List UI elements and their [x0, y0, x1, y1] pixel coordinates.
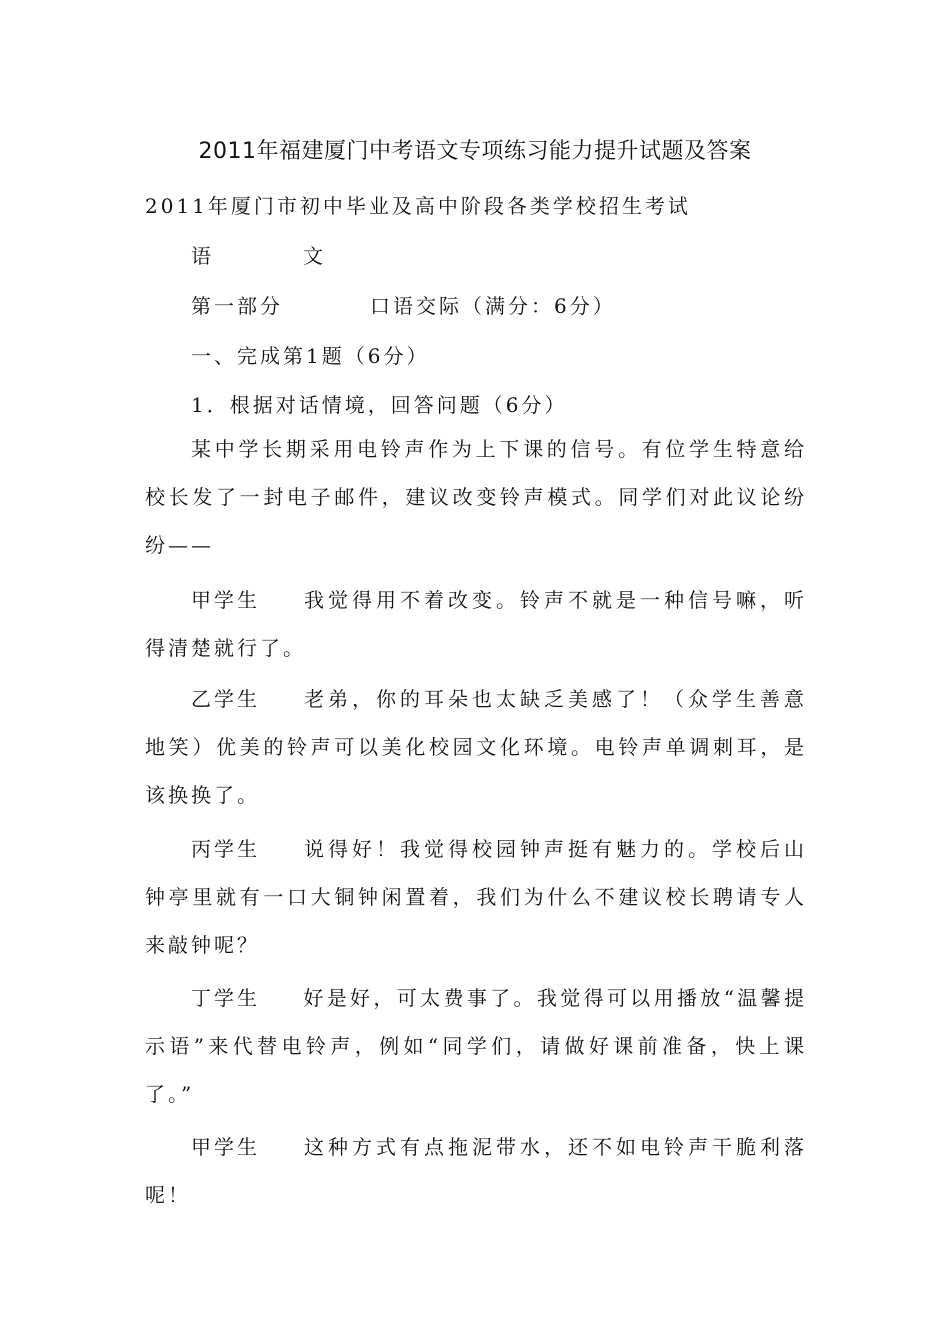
part-name: 口语交际（满分：6分）	[370, 294, 616, 318]
dialogue-text: 好是好，可太费事了。我觉得可以用播放“温馨提示语”来代替电铃声，例如“同学们，请做好课前准备，快上课了。”	[145, 986, 807, 1106]
part-label: 第一部分	[191, 294, 283, 318]
dialogue-line-1	[145, 576, 807, 672]
question-heading: 1．根据对话情境，回答问题（6分）	[191, 393, 568, 417]
subject-char-1: 语	[191, 244, 214, 268]
dialogue-text: 老弟，你的耳朵也太缺乏美感了！（众学生善意地笑）优美的铃声可以美化校园文化环境。电铃声单调刺耳，是该换换了。	[145, 687, 807, 807]
exam-name: 2011年厦门市初中毕业及高中阶段各类学校招生考试	[145, 194, 691, 218]
dialogue-line-3	[145, 825, 807, 969]
speaker-name: 乙学生	[191, 687, 260, 711]
dialogue-line-2	[145, 675, 807, 819]
speaker-name: 甲学生	[191, 588, 260, 612]
speaker-name: 丁学生	[191, 986, 260, 1010]
dialogue-text: 我觉得用不着改变。铃声不就是一种信号嘛，听得清楚就行了。	[145, 588, 807, 660]
dialogue-text: 这种方式有点拖泥带水，还不如电铃声干脆利落呢！	[145, 1135, 807, 1207]
document-title: 2011年福建厦门中考语文专项练习能力提升试题及答案	[198, 139, 752, 164]
section-heading: 一、完成第1题（6分）	[191, 344, 430, 368]
dialogue-line-4	[145, 974, 807, 1118]
subject-char-2: 文	[303, 244, 326, 268]
intro-paragraph: 某中学长期采用电铃声作为上下课的信号。有位学生特意给校长发了一封电子邮件，建议改变铃声模式。同学们对此议论纷纷——	[145, 437, 807, 557]
speaker-name: 甲学生	[191, 1135, 260, 1159]
dialogue-line-5	[145, 1123, 807, 1219]
speaker-name: 丙学生	[191, 837, 260, 861]
dialogue-text: 说得好！我觉得校园钟声挺有魅力的。学校后山钟亭里就有一口大铜钟闲置着，我们为什么不建议校长聘请专人来敲钟呢？	[145, 837, 807, 957]
